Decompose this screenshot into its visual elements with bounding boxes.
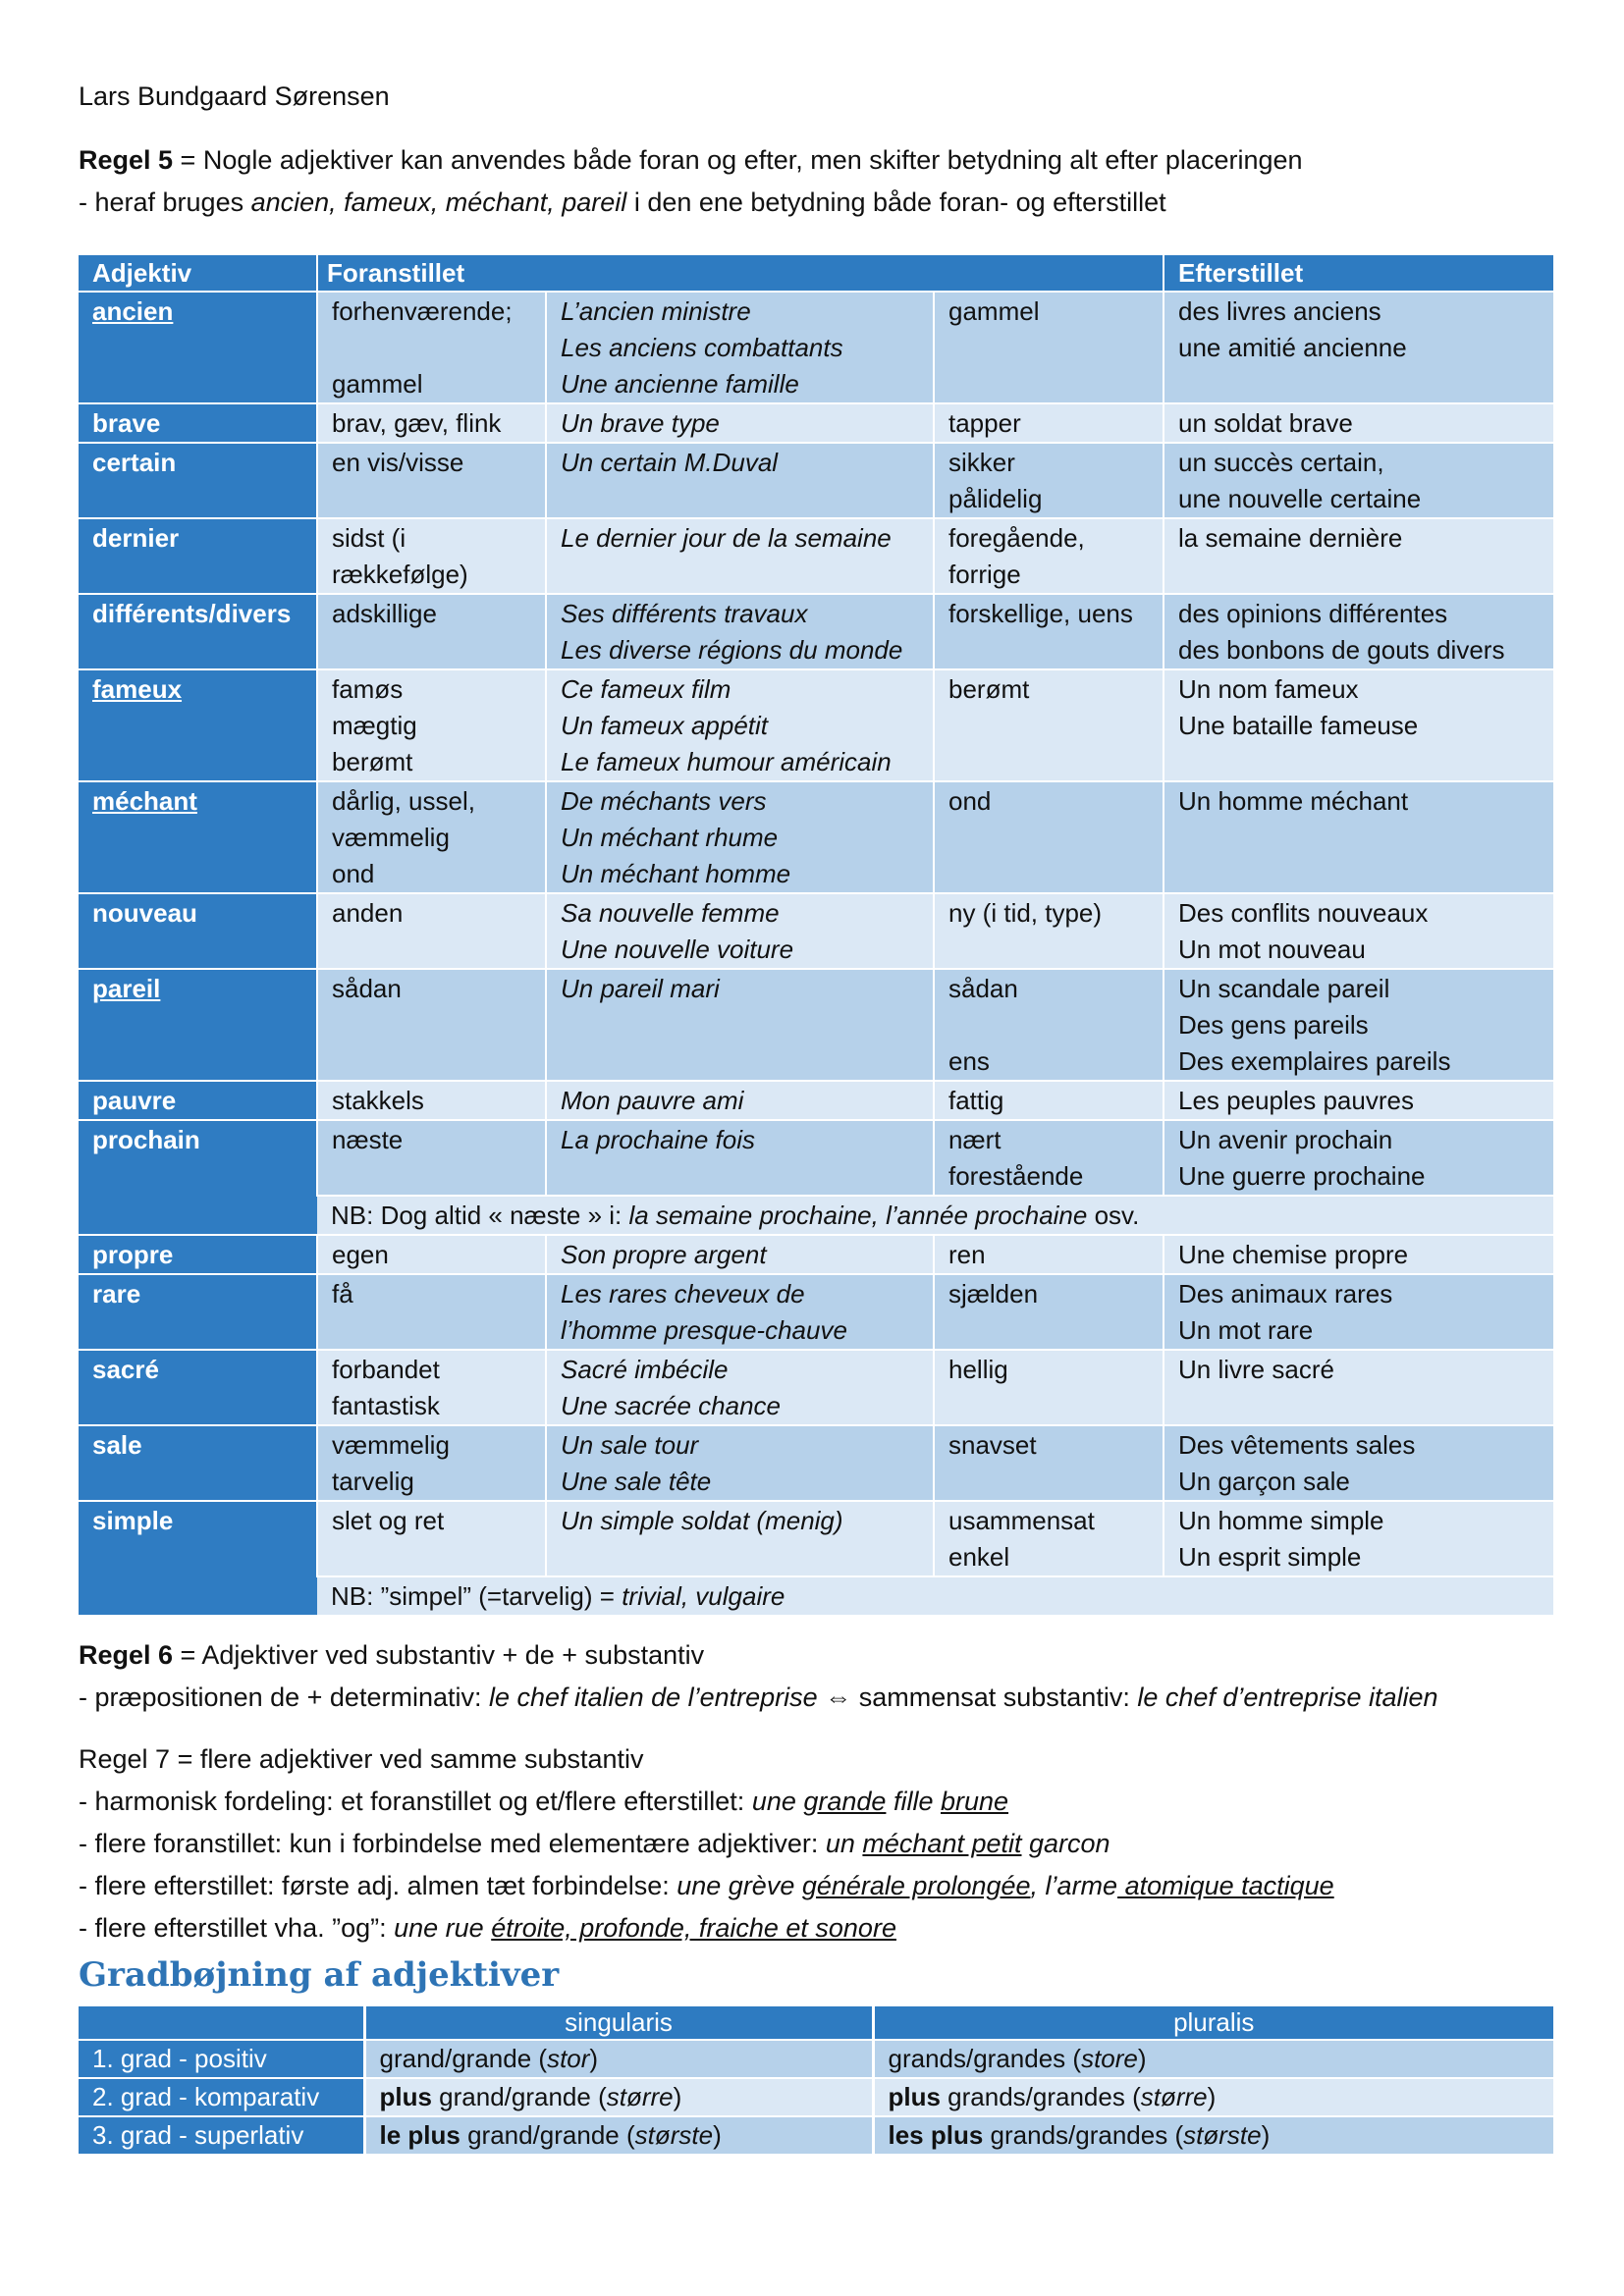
fore-example-cell: Sa nouvelle femme Une nouvelle voiture: [546, 893, 934, 969]
table-row: [79, 1350, 1553, 1425]
after-example-cell: Un scandale pareil Des gens pareils Des exemplaires pareils: [1164, 969, 1553, 1081]
adjective-5: différents/divers: [79, 594, 317, 669]
after-meaning-cell: usammensat enkel: [934, 1501, 1164, 1576]
adjective-2: brave: [79, 403, 317, 443]
adjective-12: propre: [79, 1235, 317, 1274]
fore-meaning-cell: brav, gæv, flink: [317, 403, 546, 443]
after-meaning-cell: fattig: [934, 1081, 1164, 1120]
adjective-11: prochain: [79, 1120, 317, 1235]
fore-example-cell: Un simple soldat (menig): [546, 1501, 934, 1576]
nb-note: NB: Dog altid « næste » i: la semaine prochaine, l’année prochaine osv.: [317, 1196, 1553, 1235]
after-example-cell: des livres anciens une amitié ancienne: [1164, 292, 1553, 403]
fore-meaning-cell: forhenværende; gammel: [317, 292, 546, 403]
document-page: [79, 79, 1553, 2154]
after-example-cell: Une chemise propre: [1164, 1235, 1553, 1274]
grade-label: 1. grad - positiv: [79, 2040, 364, 2078]
pluralis-cell: plus grands/grandes (større): [873, 2078, 1553, 2116]
table-row: [79, 518, 1553, 594]
table-row: [79, 2040, 1553, 2078]
fore-example-cell: Mon pauvre ami: [546, 1081, 934, 1120]
fore-example-cell: Le dernier jour de la semaine: [546, 518, 934, 594]
adjective-placement-table: [79, 253, 1553, 1615]
after-meaning-cell: ny (i tid, type): [934, 893, 1164, 969]
author-name: Lars Bundgaard Sørensen: [79, 81, 390, 111]
pluralis-cell: les plus grands/grandes (største): [873, 2116, 1553, 2154]
table-row: [79, 403, 1553, 443]
singularis-cell: plus grand/grande (større): [364, 2078, 873, 2116]
table-row: [79, 1274, 1553, 1350]
after-meaning-cell: sjælden: [934, 1274, 1164, 1350]
fore-example-cell: De méchants vers Un méchant rhume Un méchant homme: [546, 781, 934, 893]
comparison-table: [79, 2004, 1553, 2154]
fore-example-cell: Sacré imbécile Une sacrée chance: [546, 1350, 934, 1425]
after-example-cell: Des animaux rares Un mot rare: [1164, 1274, 1553, 1350]
adjective-10: pauvre: [79, 1081, 317, 1120]
regel5-line1: Regel 5 = Nogle adjektiver kan anvendes både foran og efter, men skifter betydning alt efter placeringen: [79, 145, 1303, 175]
table-row: [79, 781, 1553, 893]
table-row: [79, 1120, 1553, 1196]
grade-label: 2. grad - komparativ: [79, 2078, 364, 2116]
fore-example-cell: L’ancien ministre Les anciens combattants Une ancienne famille: [546, 292, 934, 403]
fore-example-cell: Ses différents travaux Les diverse régions du monde: [546, 594, 934, 669]
grad-header-row: [79, 2005, 1553, 2040]
fore-meaning-cell: slet og ret: [317, 1501, 546, 1576]
after-meaning-cell: sikker pålidelig: [934, 443, 1164, 518]
after-meaning-cell: snavset: [934, 1425, 1164, 1501]
after-example-cell: un succès certain, une nouvelle certaine: [1164, 443, 1553, 518]
nb-note: NB: ”simpel” (=tarvelig) = trivial, vulgaire: [317, 1576, 1553, 1615]
after-meaning-cell: ond: [934, 781, 1164, 893]
table-row: [79, 2116, 1553, 2154]
fore-meaning-cell: anden: [317, 893, 546, 969]
fore-example-cell: Un brave type: [546, 403, 934, 443]
regel6-label: Regel 6: [79, 1640, 174, 1670]
regel6-line2: - præpositionen de + determinativ: le chef italien de l’entreprise ⇔ sammensat substantiv: le chef d’entreprise italien: [79, 1682, 1438, 1712]
fore-example-cell: Un certain M.Duval: [546, 443, 934, 518]
adjective-4: dernier: [79, 518, 317, 594]
table-row: [79, 1235, 1553, 1274]
regel7-line3: - flere efterstillet: første adj. almen tæt forbindelse: une grève générale prolongée, l’arme atomique tactique: [79, 1871, 1334, 1900]
after-example-cell: Un livre sacré: [1164, 1350, 1553, 1425]
fore-meaning-cell: få: [317, 1274, 546, 1350]
after-example-cell: Les peuples pauvres: [1164, 1081, 1553, 1120]
header-pluralis: pluralis: [873, 2005, 1553, 2040]
after-example-cell: Un homme simple Un esprit simple: [1164, 1501, 1553, 1576]
fore-meaning-cell: næste: [317, 1120, 546, 1196]
grade-label: 3. grad - superlativ: [79, 2116, 364, 2154]
fore-example-cell: Ce fameux film Un fameux appétit Le fameux humour américain: [546, 669, 934, 781]
after-example-cell: la semaine dernière: [1164, 518, 1553, 594]
fore-example-cell: Son propre argent: [546, 1235, 934, 1274]
table-row: [79, 443, 1553, 518]
fore-example-cell: La prochaine fois: [546, 1120, 934, 1196]
table-row: [79, 669, 1553, 781]
after-example-cell: Des conflits nouveaux Un mot nouveau: [1164, 893, 1553, 969]
table-row: [79, 1081, 1553, 1120]
fore-meaning-cell: famøs mægtig berømt: [317, 669, 546, 781]
table-row: [79, 969, 1553, 1081]
regel6-line1: Regel 6 = Adjektiver ved substantiv + de + substantiv: [79, 1640, 705, 1670]
header-efterstillet: Efterstillet: [1164, 254, 1553, 292]
adjective-3: certain: [79, 443, 317, 518]
table-row: [79, 594, 1553, 669]
after-example-cell: des opinions différentes des bonbons de gouts divers: [1164, 594, 1553, 669]
after-meaning-cell: foregående, forrige: [934, 518, 1164, 594]
adjective-15: sale: [79, 1425, 317, 1501]
regel7-title: Regel 7 = flere adjektiver ved samme substantiv: [79, 1744, 644, 1774]
fore-meaning-cell: stakkels: [317, 1081, 546, 1120]
fore-meaning-cell: forbandet fantastisk: [317, 1350, 546, 1425]
fore-example-cell: Un sale tour Une sale tête: [546, 1425, 934, 1501]
adjective-14: sacré: [79, 1350, 317, 1425]
regel7-line2: - flere foranstillet: kun i forbindelse med elementære adjektiver: un méchant petit garcon: [79, 1829, 1110, 1858]
table-row: [79, 893, 1553, 969]
fore-meaning-cell: en vis/visse: [317, 443, 546, 518]
regel5-line2: - heraf bruges ancien, fameux, méchant, pareil i den ene betydning både foran- og efterstillet: [79, 187, 1166, 217]
adjective-1: ancien: [79, 292, 317, 403]
fore-example-cell: Un pareil mari: [546, 969, 934, 1081]
table-row: [79, 292, 1553, 403]
regel5-label: Regel 5: [79, 145, 174, 175]
table-row: [79, 2078, 1553, 2116]
double-arrow-icon: ⇔: [817, 1682, 859, 1712]
after-meaning-cell: tapper: [934, 403, 1164, 443]
fore-meaning-cell: væmmelig tarvelig: [317, 1425, 546, 1501]
after-meaning-cell: forskellige, uens: [934, 594, 1164, 669]
after-example-cell: Un nom fameux Une bataille fameuse: [1164, 669, 1553, 781]
adjective-6: fameux: [79, 669, 317, 781]
after-meaning-cell: gammel: [934, 292, 1164, 403]
fore-meaning-cell: adskillige: [317, 594, 546, 669]
adjective-9: pareil: [79, 969, 317, 1081]
regel7-line1: - harmonisk fordeling: et foranstillet og et/flere efterstillet: une grande fille brune: [79, 1787, 1009, 1816]
after-meaning-cell: ren: [934, 1235, 1164, 1274]
fore-meaning-cell: egen: [317, 1235, 546, 1274]
adjective-13: rare: [79, 1274, 317, 1350]
adjective-16: simple: [79, 1501, 317, 1615]
after-example-cell: Des vêtements sales Un garçon sale: [1164, 1425, 1553, 1501]
table-row: [79, 1425, 1553, 1501]
adjective-7: méchant: [79, 781, 317, 893]
singularis-cell: le plus grand/grande (største): [364, 2116, 873, 2154]
grad-header-empty: [79, 2005, 364, 2040]
after-meaning-cell: sådan ens: [934, 969, 1164, 1081]
fore-meaning-cell: sådan: [317, 969, 546, 1081]
table-header-row: [79, 254, 1553, 292]
after-example-cell: Un homme méchant: [1164, 781, 1553, 893]
after-example-cell: un soldat brave: [1164, 403, 1553, 443]
section-title-gradboejning: Gradbøjning af adjektiver: [79, 1955, 560, 1995]
pluralis-cell: grands/grandes (store): [873, 2040, 1553, 2078]
fore-meaning-cell: sidst (i rækkefølge): [317, 518, 546, 594]
table-row: [79, 1501, 1553, 1576]
after-meaning-cell: hellig: [934, 1350, 1164, 1425]
regel7-line4: - flere efterstillet vha. ”og”: une rue étroite, profonde, fraiche et sonore: [79, 1913, 896, 1943]
header-singularis: singularis: [364, 2005, 873, 2040]
after-meaning-cell: berømt: [934, 669, 1164, 781]
singularis-cell: grand/grande (stor): [364, 2040, 873, 2078]
header-foranstillet: Foranstillet: [317, 254, 1164, 292]
header-adjektiv: Adjektiv: [79, 254, 317, 292]
after-example-cell: Un avenir prochain Une guerre prochaine: [1164, 1120, 1553, 1196]
adjective-8: nouveau: [79, 893, 317, 969]
after-meaning-cell: nært forestående: [934, 1120, 1164, 1196]
fore-meaning-cell: dårlig, ussel, væmmelig ond: [317, 781, 546, 893]
fore-example-cell: Les rares cheveux de l’homme presque-chauve: [546, 1274, 934, 1350]
